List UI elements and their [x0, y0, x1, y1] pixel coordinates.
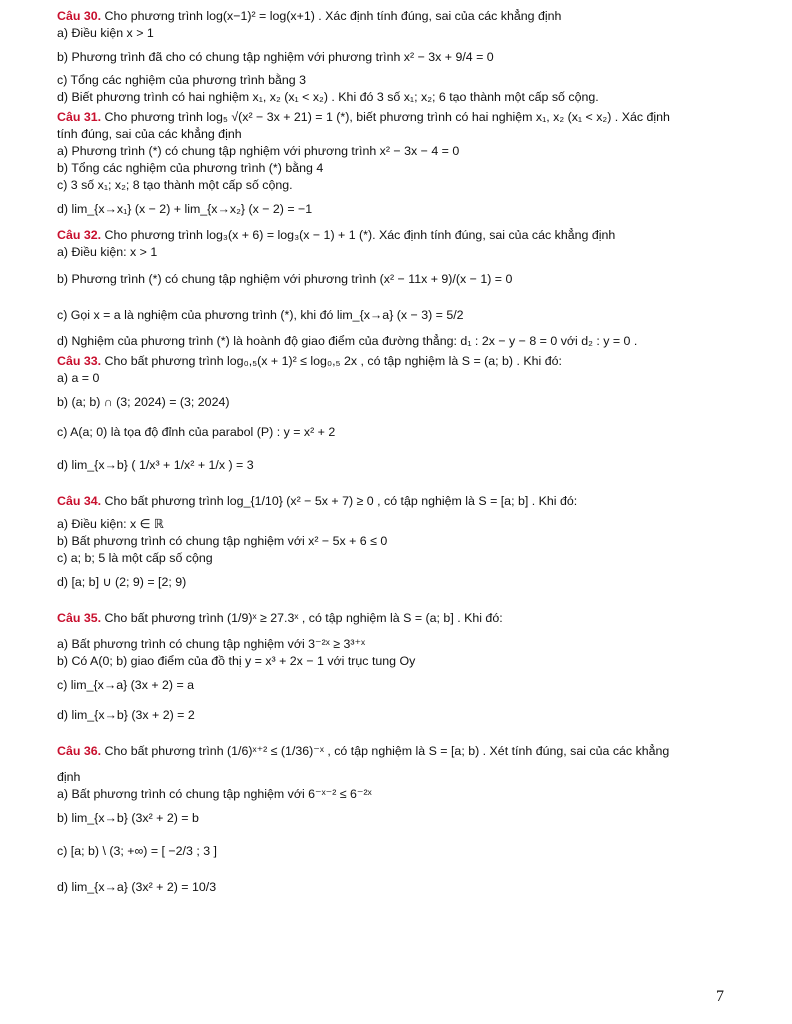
option-b: b) Bất phương trình có chung tập nghiệm với x² − 5x + 6 ≤ 0: [57, 534, 388, 548]
question-36-stem: Câu 36. Cho bất phương trình (1/6)ˣ⁺² ≤ (1/36)⁻ˣ , có tập nghiệm là S = [a; b) . Xét tính đúng, sai của các khẳng: [57, 744, 670, 758]
option-a: a) Bất phương trình có chung tập nghiệm với 3⁻²ˣ ≥ 3³⁺ˣ: [57, 637, 366, 651]
option-d: d) lim_{x→b} ( 1/x³ + 1/x² + 1/x ) = 3: [57, 458, 254, 472]
question-32: [57, 227, 737, 350]
option-b: b) Phương trình (*) có chung tập nghiệm với phương trình (x² − 11x + 9)/(x − 1) = 0: [57, 272, 513, 286]
option-a: a) Điều kiện x > 1: [57, 26, 154, 40]
option-d: d) [a; b] ∪ (2; 9) = [2; 9): [57, 575, 187, 589]
question-30: [57, 8, 737, 106]
option-c: c) 3 số x₁; x₂; 8 tạo thành một cấp số cộng.: [57, 178, 293, 192]
question-30-stem: Câu 30. Cho phương trình log(x−1)² = log(x+1) . Xác định tính đúng, sai của các khẳng định: [57, 9, 562, 23]
option-b: b) (a; b) ∩ (3; 2024) = (3; 2024): [57, 395, 230, 409]
option-d: d) lim_{x→a} (3x² + 2) = 10/3: [57, 880, 217, 894]
option-d: d) Nghiệm của phương trình (*) là hoành độ giao điểm của đường thẳng: d₁ : 2x − y − 8 = 0 với d₂ : y = 0 .: [57, 334, 638, 348]
question-32-stem: Câu 32. Cho phương trình log₃(x + 6) = log₃(x − 1) + 1 (*). Xác định tính đúng, sai của các khẳng định: [57, 228, 616, 242]
question-number: Câu 34.: [57, 494, 102, 508]
question-34-stem: Câu 34. Cho bất phương trình log_{1/10} (x² − 5x + 7) ≥ 0 , có tập nghiệm là S = [a; b] . Khi đó:: [57, 494, 578, 508]
question-33-stem: Câu 33. Cho bất phương trình log₀,₅(x + 1)² ≤ log₀,₅ 2x , có tập nghiệm là S = (a; b) . Khi đó:: [57, 354, 562, 368]
question-36-stem-cont: định: [57, 770, 81, 784]
question-number: Câu 31.: [57, 110, 102, 124]
question-35-stem: Câu 35. Cho bất phương trình (1/9)ˣ ≥ 27.3ˣ , có tập nghiệm là S = (a; b] . Khi đó:: [57, 611, 503, 625]
question-number: Câu 33.: [57, 354, 102, 368]
option-c: c) Gọi x = a là nghiệm của phương trình (*), khi đó lim_{x→a} (x − 3) = 5/2: [57, 308, 464, 322]
option-c: c) Tổng các nghiệm của phương trình bằng 3: [57, 73, 307, 87]
option-a: a) a = 0: [57, 371, 100, 385]
page-number: 7: [716, 988, 724, 1005]
option-b: b) Có A(0; b) giao điểm của đồ thị y = x³ + 2x − 1 với trục tung Oy: [57, 654, 416, 668]
option-b: b) Tổng các nghiệm của phương trình (*) bằng 4: [57, 161, 324, 175]
question-number: Câu 30.: [57, 9, 102, 23]
option-b: b) lim_{x→b} (3x² + 2) = b: [57, 811, 199, 825]
question-31-stem: Câu 31. Cho phương trình log₅ √(x² − 3x + 21) = 1 (*), biết phương trình có hai nghiệm x₁, x₂ (x₁ < x₂) . Xác định: [57, 110, 670, 124]
option-c: c) a; b; 5 là một cấp số cộng: [57, 551, 213, 565]
question-number: Câu 36.: [57, 744, 102, 758]
option-a: a) Phương trình (*) có chung tập nghiệm với phương trình x² − 3x − 4 = 0: [57, 144, 460, 158]
question-number: Câu 35.: [57, 611, 102, 625]
question-36: [57, 733, 737, 905]
question-31: [57, 109, 737, 224]
option-c: c) [a; b) \ (3; +∞) = [ −2/3 ; 3 ]: [57, 844, 217, 858]
question-31-stem-cont: tính đúng, sai của các khẳng định: [57, 127, 242, 141]
option-a: a) Điều kiện: x > 1: [57, 245, 158, 259]
option-a: a) Điều kiện: x ∈ ℝ: [57, 517, 164, 531]
question-34: [57, 486, 737, 597]
question-number: Câu 32.: [57, 228, 102, 242]
option-d: d) lim_{x→x₁} (x − 2) + lim_{x→x₂} (x − 2) = −1: [57, 202, 313, 216]
question-33: [57, 353, 737, 483]
option-d: d) Biết phương trình có hai nghiệm x₁, x₂ (x₁ < x₂) . Khi đó 3 số x₁; x₂; 6 tạo thành một cấp số cộng.: [57, 90, 599, 104]
option-b: b) Phương trình đã cho có chung tập nghiệm với phương trình x² − 3x + 9/4 = 0: [57, 50, 494, 64]
question-35: [57, 600, 737, 730]
option-c: c) A(a; 0) là tọa độ đỉnh của parabol (P) : y = x² + 2: [57, 425, 336, 439]
option-d: d) lim_{x→b} (3x + 2) = 2: [57, 708, 195, 722]
worksheet-page: [57, 8, 737, 905]
option-a: a) Bất phương trình có chung tập nghiệm với 6⁻ˣ⁻² ≤ 6⁻²ˣ: [57, 787, 372, 801]
option-c: c) lim_{x→a} (3x + 2) = a: [57, 678, 195, 692]
